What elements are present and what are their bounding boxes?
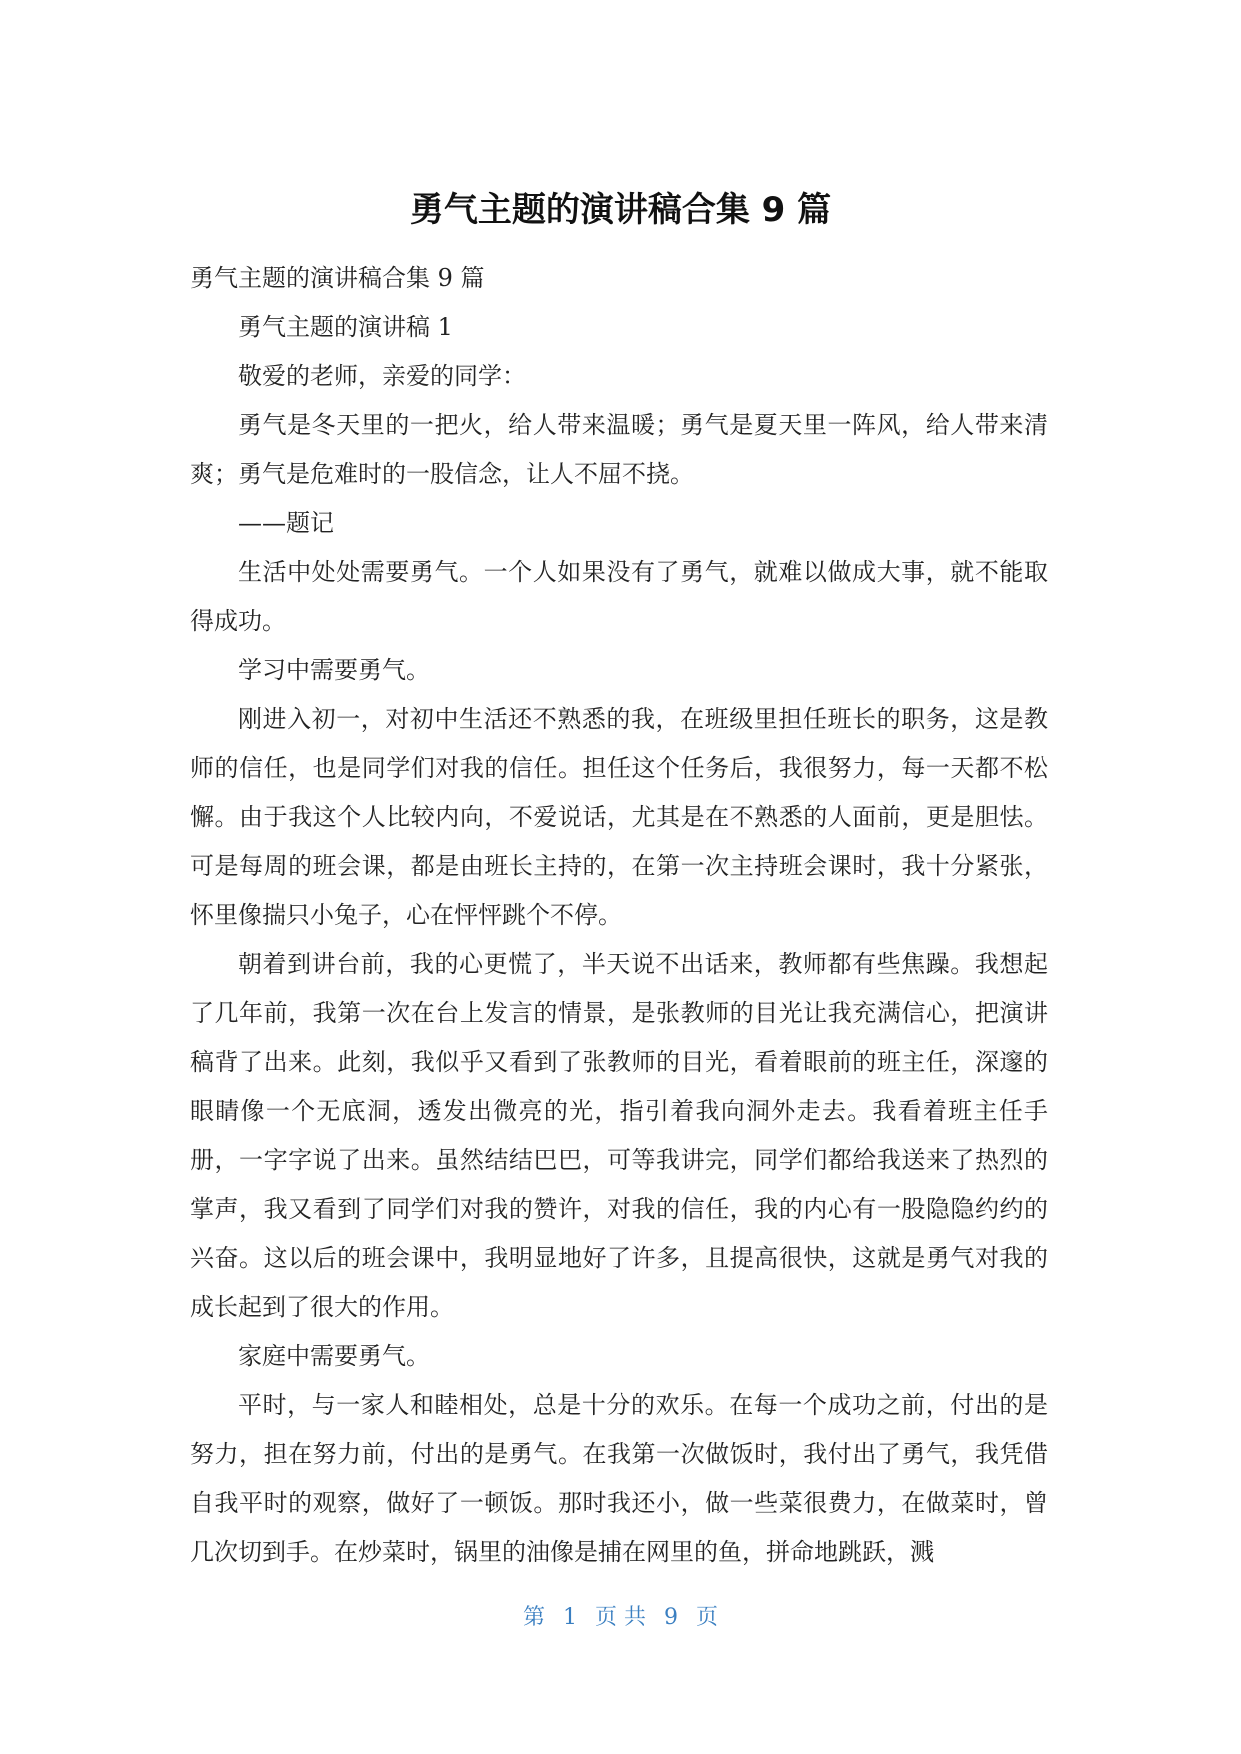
paragraph: 朝着到讲台前，我的心更慌了，半天说不出话来，教师都有些焦躁。我想起了几年前，我第一次在台上发言的情景，是张教师的目光让我充满信心，把演讲稿背了出来。此刻，我似乎又看到了张教师的目光，看着眼前的班主任，深邃的眼睛像一个无底洞，透发出微亮的光，指引着我向洞外走去。我看着班主任手册，一字字说了出来。虽然结结巴巴，可等我讲完，同学们都给我送来了热烈的掌声，我又看到了同学们对我的赞许，对我的信任，我的内心有一股隐隐约约的兴奋。这以后的班会课中，我明显地好了许多，且提高很快，这就是勇气对我的成长起到了很大的作用。	[190, 950, 1048, 1321]
paragraph: 学习中需要勇气。	[238, 656, 430, 684]
paragraph: 勇气是冬天里的一把火，给人带来温暖；勇气是夏天里一阵风，给人带来清爽；勇气是危难时的一股信念，让人不屈不挠。	[190, 411, 1048, 488]
paragraph: ——题记	[238, 509, 334, 537]
paragraph: 刚进入初一，对初中生活还不熟悉的我，在班级里担任班长的职务，这是教师的信任，也是同学们对我的信任。担任这个任务后，我很努力，每一天都不松懈。由于我这个人比较内向，不爱说话，尤其是在不熟悉的人面前，更是胆怯。可是每周的班会课，都是由班长主持的，在第一次主持班会课时，我十分紧张，怀里像揣只小兔子，心在怦怦跳个不停。	[190, 705, 1048, 929]
paragraph: 勇气主题的演讲稿 1	[238, 313, 453, 341]
page-label-suffix: 页	[696, 1605, 719, 1630]
document-body	[190, 254, 1048, 1577]
paragraph: 生活中处处需要勇气。一个人如果没有了勇气，就难以做成大事，就不能取得成功。	[190, 558, 1048, 635]
total-pages-number: 9	[664, 1605, 678, 1630]
page-footer	[0, 1603, 1241, 1633]
page-label-mid: 页 共	[595, 1605, 646, 1630]
page-label-prefix: 第	[522, 1605, 545, 1630]
current-page-number: 1	[563, 1605, 577, 1630]
paragraph: 勇气主题的演讲稿合集 9 篇	[190, 264, 485, 292]
paragraph: 平时，与一家人和睦相处，总是十分的欢乐。在每一个成功之前，付出的是努力，担在努力前，付出的是勇气。在我第一次做饭时，我付出了勇气，我凭借自我平时的观察，做好了一顿饭。那时我还小，做一些菜很费力，在做菜时，曾几次切到手。在炒菜时，锅里的油像是捕在网里的鱼，拼命地跳跃，溅	[190, 1391, 1048, 1566]
paragraph: 敬爱的老师，亲爱的同学：	[238, 362, 526, 390]
paragraph: 家庭中需要勇气。	[238, 1342, 430, 1370]
document-title: 勇气主题的演讲稿合集 9 篇	[409, 190, 832, 230]
